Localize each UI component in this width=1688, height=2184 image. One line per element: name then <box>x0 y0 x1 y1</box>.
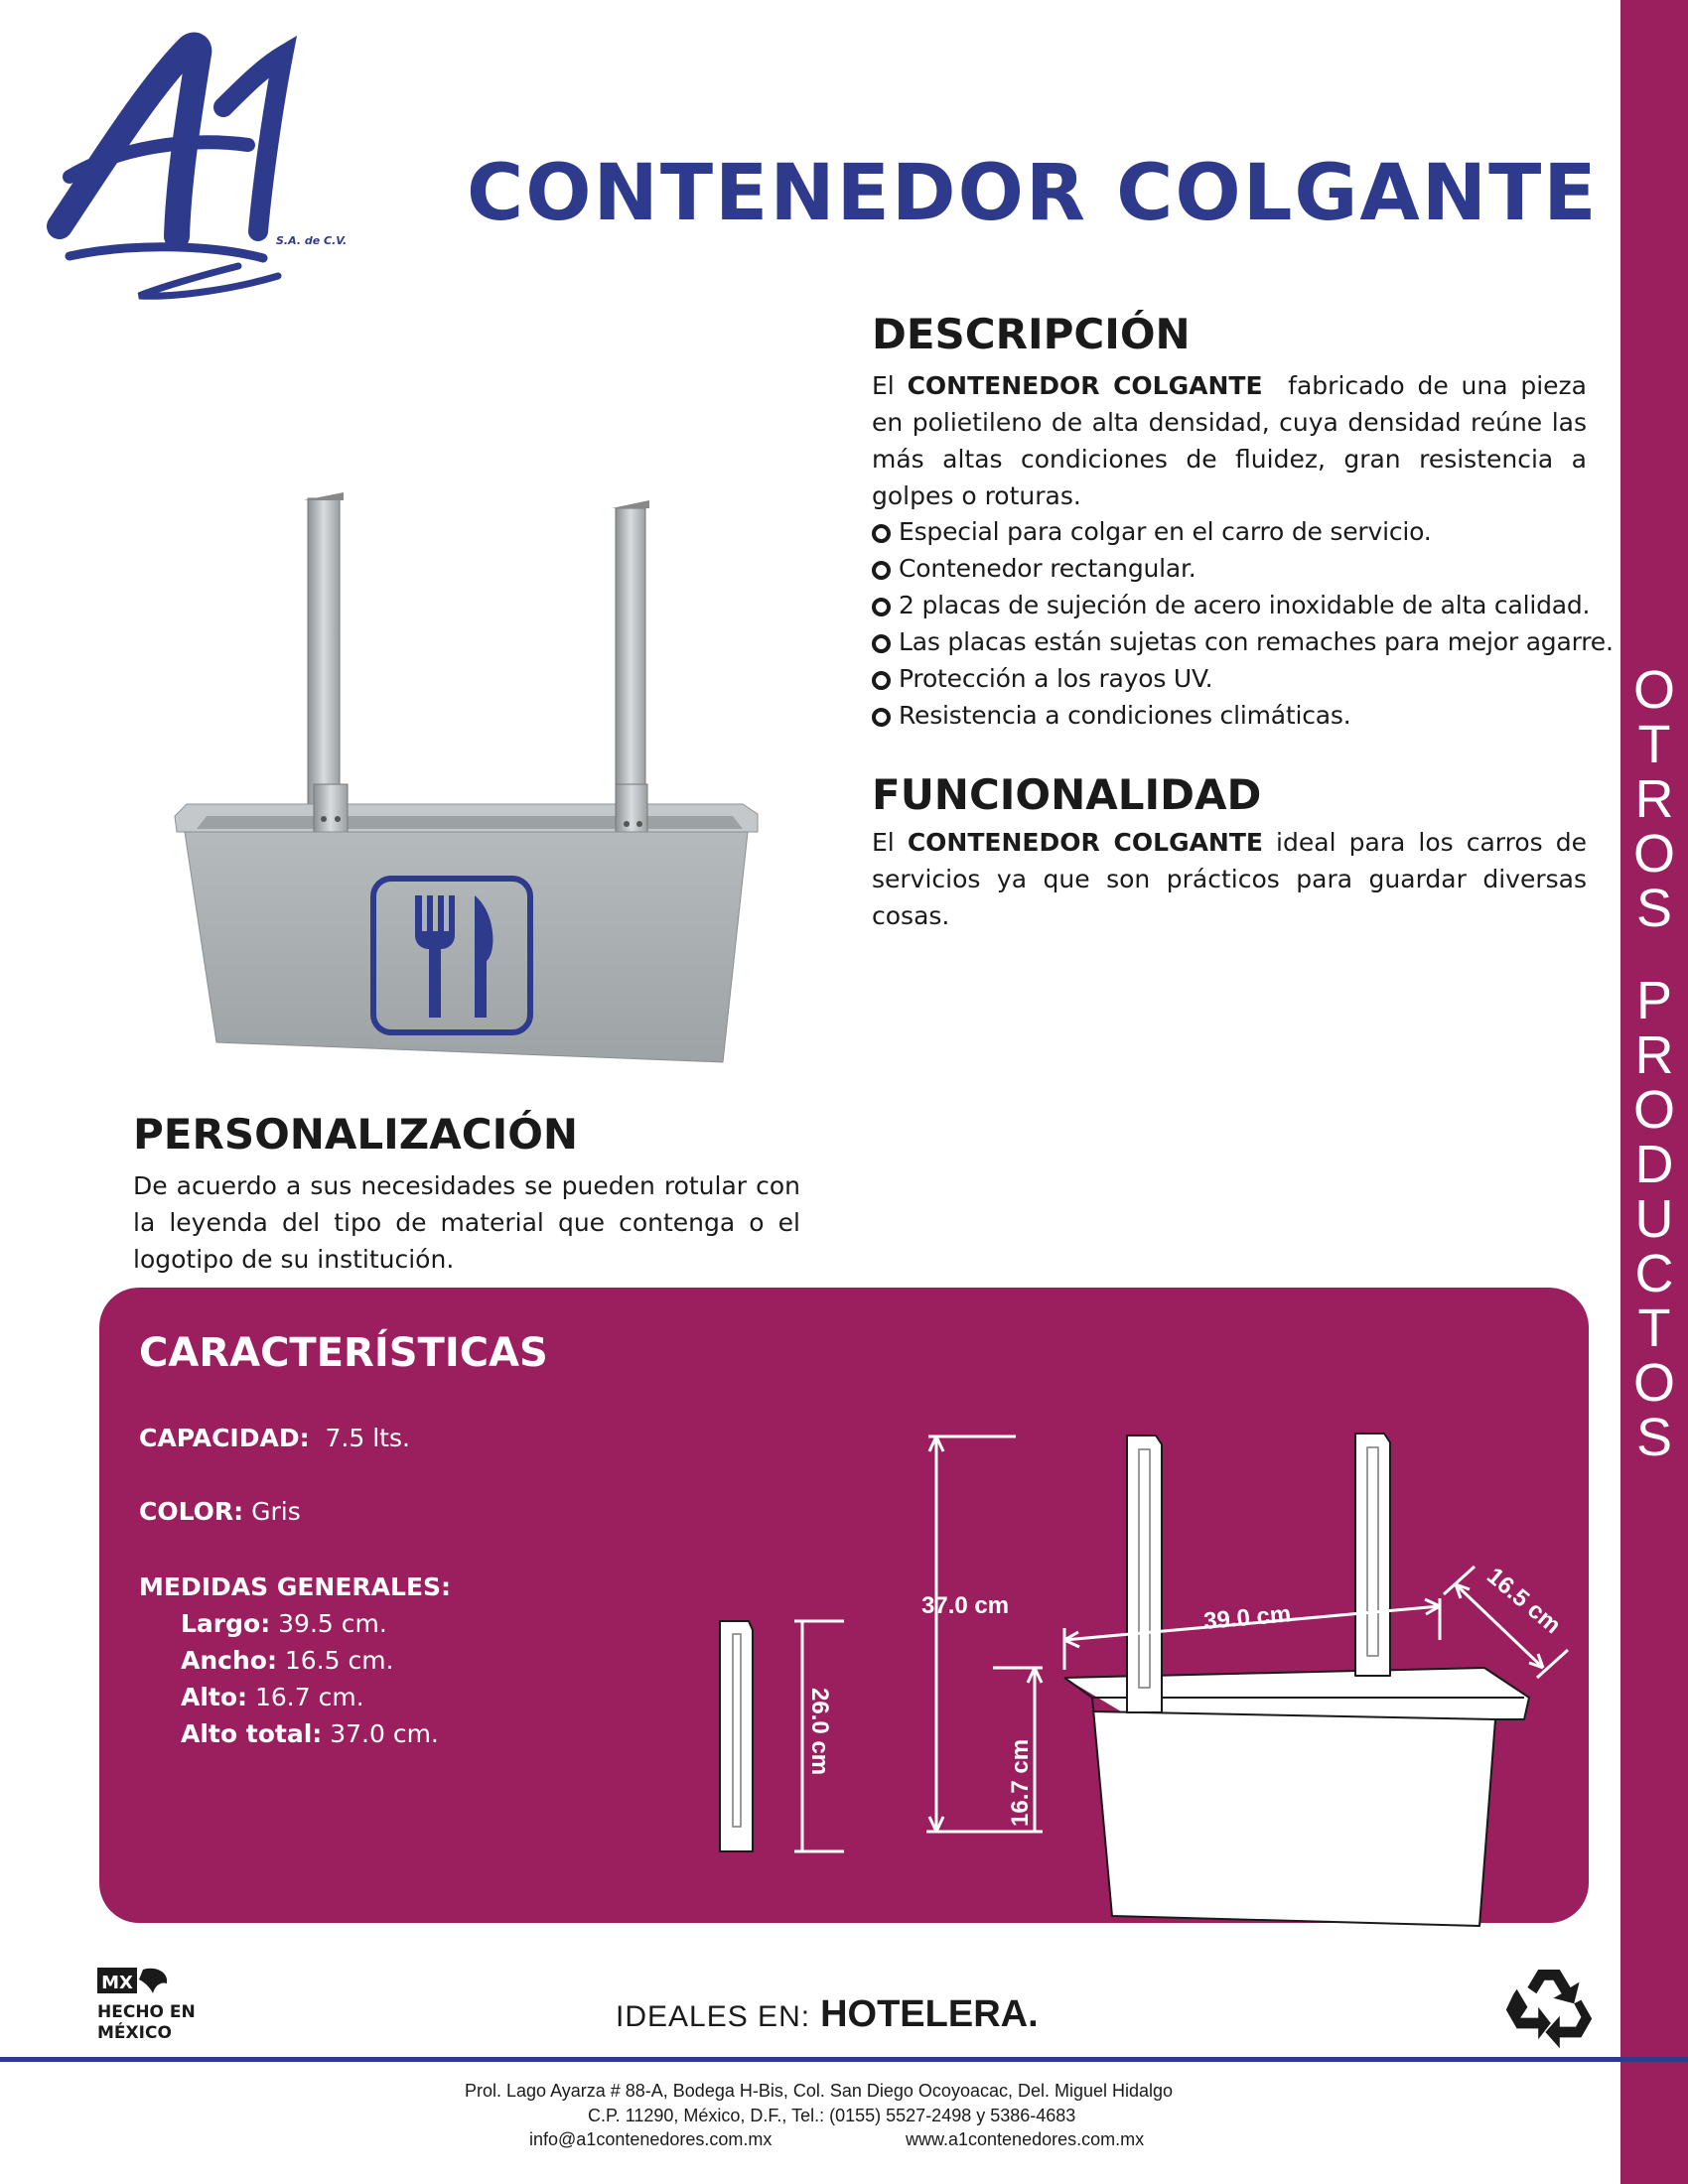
side-letter: O <box>1632 1353 1675 1413</box>
footer-divider <box>0 2057 1620 2062</box>
spec-label: Alto: <box>181 1683 248 1711</box>
side-letter: S <box>1635 1408 1673 1467</box>
footer-website-link[interactable]: www.a1contenedores.com.mx <box>906 2129 1145 2149</box>
mx-mark: MX <box>101 1973 133 1993</box>
spec-value: 39.5 cm. <box>278 1609 387 1638</box>
feature-text: 2 placas de sujeción de acero inoxidable de alta calidad. <box>899 591 1591 619</box>
descripcion-product-name: CONTENEDOR COLGANTE <box>907 371 1263 400</box>
descripcion-heading: DESCRIPCIÓN <box>872 310 1191 358</box>
dim-total-height: 37.0 cm <box>921 1592 1010 1619</box>
feature-text: Protección a los rayos UV. <box>899 664 1213 693</box>
logo-subtitle: S.A. de C.V. <box>276 234 348 247</box>
descripcion-rest: fabricado de una pieza en polietileno de alta densidad, cuya densidad reúne las más altas condiciones de fluidez, gran resistencia a golpes o roturas. <box>872 371 1595 510</box>
spec-label: Ancho: <box>181 1646 277 1675</box>
dim-plate-height: 26.0 cm <box>806 1688 833 1776</box>
descripcion-prefix: El <box>872 371 908 400</box>
spec-label: Largo: <box>181 1609 271 1638</box>
footer-email-link[interactable]: info@a1contenedores.com.mx <box>529 2129 773 2149</box>
spec-value: 16.5 cm. <box>284 1646 394 1675</box>
dim-box-height: 16.7 cm <box>1007 1738 1034 1827</box>
page-title: CONTENEDOR COLGANTE <box>467 149 1599 238</box>
ideales-en <box>616 1993 1039 2036</box>
spec-label: MEDIDAS GENERALES: <box>139 1572 452 1601</box>
ideales-label: IDEALES EN: <box>616 2000 811 2033</box>
side-letter: U <box>1634 1189 1674 1249</box>
company-logo <box>40 28 348 306</box>
badge-line2: MÉXICO <box>97 2023 172 2043</box>
bullet-circle-icon <box>872 598 891 616</box>
eagle-icon <box>139 1969 167 1993</box>
side-letter: P <box>1635 971 1673 1030</box>
feature-item <box>872 697 1607 734</box>
feature-text: Especial para colgar en el carro de servicio. <box>899 517 1432 546</box>
spec-ancho <box>181 1642 394 1679</box>
spec-value: 16.7 cm. <box>255 1683 364 1711</box>
spec-value: Gris <box>251 1497 301 1526</box>
feature-item <box>872 513 1607 550</box>
spec-capacidad <box>139 1420 410 1456</box>
product-photo <box>147 486 773 1072</box>
feature-item <box>872 587 1607 623</box>
spec-color <box>139 1493 301 1530</box>
personalizacion-heading: PERSONALIZACIÓN <box>133 1110 579 1159</box>
descripcion-text <box>872 367 1595 514</box>
spec-medidas-heading <box>139 1569 451 1605</box>
side-band-text <box>1620 660 1688 1467</box>
side-letter: O <box>1632 1080 1675 1140</box>
feature-text: Contenedor rectangular. <box>899 554 1196 583</box>
funcionalidad-heading: FUNCIONALIDAD <box>872 770 1262 819</box>
side-letter: C <box>1634 1244 1674 1303</box>
personalizacion-text: De acuerdo a sus necesidades se pueden rotular con la leyenda del tipo de material que contenga o el logotipo de su institución. <box>133 1171 800 1274</box>
funcionalidad-text <box>872 824 1587 934</box>
bullet-circle-icon <box>872 634 891 653</box>
side-letter: R <box>1634 769 1674 829</box>
side-letter: T <box>1637 715 1671 774</box>
recycle-icon <box>1504 1961 1594 2050</box>
side-letter: O <box>1632 824 1675 884</box>
spec-value: 7.5 lts. <box>325 1424 410 1452</box>
dim-width: 16.5 cm <box>1481 1562 1566 1640</box>
side-spacer <box>1620 936 1688 974</box>
footer-address-line2: C.P. 11290, México, D.F., Tel.: (0155) 5527-2498 y 5386-4683 <box>588 2106 1076 2125</box>
bullet-circle-icon <box>872 524 891 543</box>
feature-item <box>872 660 1607 697</box>
ideales-value: HOTELERA. <box>820 1993 1039 2035</box>
side-letter: D <box>1634 1135 1674 1194</box>
feature-item <box>872 623 1614 660</box>
feature-item <box>872 550 1607 587</box>
funcionalidad-rest: ideal para los carros de servicios ya que son prácticos para guardar diversas cosas. <box>872 828 1587 930</box>
badge-line1: HECHO EN <box>97 2002 196 2022</box>
footer-address-line1: Prol. Lago Ayarza # 88-A, Bodega H-Bis, Col. San Diego Ocoyoacac, Del. Miguel Hidalgo <box>465 2081 1174 2101</box>
footer-divider-band <box>1620 2057 1688 2062</box>
spec-largo <box>181 1605 387 1642</box>
feature-list <box>872 513 1614 734</box>
spec-value: 37.0 cm. <box>330 1719 439 1748</box>
side-letter: R <box>1634 1025 1674 1085</box>
side-letter: T <box>1637 1298 1671 1358</box>
spec-alto-total <box>181 1715 439 1752</box>
bullet-circle-icon <box>872 561 891 580</box>
dimension-diagram <box>675 1410 1589 1906</box>
bullet-circle-icon <box>872 671 891 690</box>
spec-label: Alto total: <box>181 1719 323 1748</box>
feature-text: Resistencia a condiciones climáticas. <box>899 701 1351 730</box>
funcionalidad-product-name: CONTENEDOR COLGANTE <box>907 828 1263 857</box>
funcionalidad-prefix: El <box>872 828 908 857</box>
caracteristicas-heading: CARACTERÍSTICAS <box>139 1330 548 1376</box>
feature-text: Las placas están sujetas con remaches para mejor agarre. <box>899 627 1614 656</box>
spec-label: CAPACIDAD: <box>139 1424 310 1452</box>
side-letter: O <box>1632 660 1675 720</box>
side-letter: S <box>1635 879 1673 938</box>
spec-alto <box>181 1679 364 1715</box>
hecho-en-mexico-badge <box>95 1966 205 2045</box>
spec-label: COLOR: <box>139 1497 244 1526</box>
dim-length: 39.0 cm <box>1202 1600 1293 1635</box>
bullet-circle-icon <box>872 708 891 727</box>
